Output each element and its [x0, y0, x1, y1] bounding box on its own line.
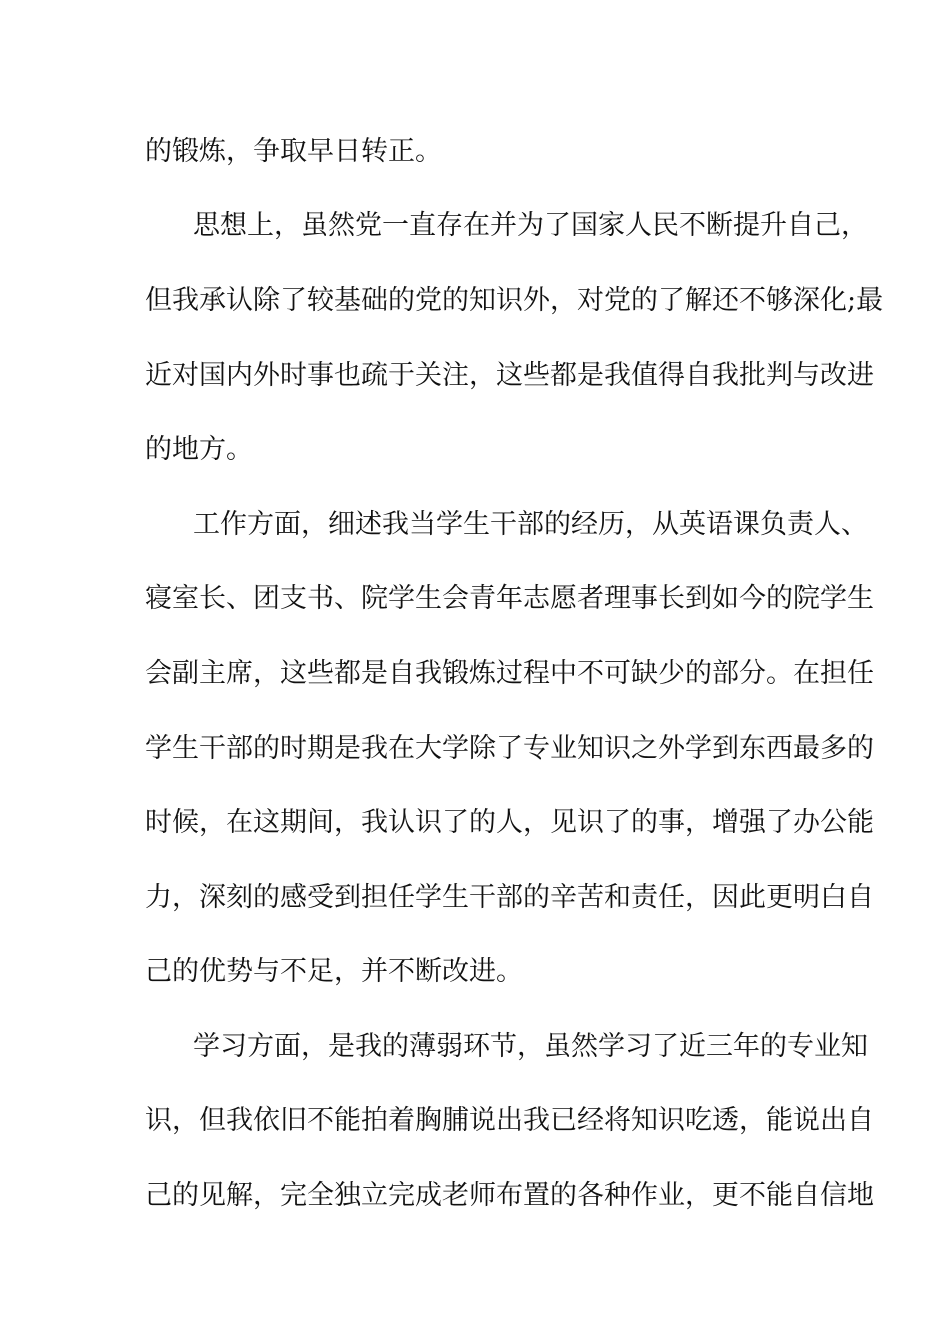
paragraph-first-line: 工作方面，细述我当学生干部的经历，从英语课负责人、 — [193, 509, 868, 540]
text-line: 的地方。 — [145, 434, 253, 465]
text-line: 力，深刻的感受到担任学生干部的辛苦和责任，因此更明白自 — [145, 882, 874, 913]
paragraph-first-line: 思想上，虽然党一直存在并为了国家人民不断提升自己， — [193, 210, 868, 241]
text-line: 己的见解，完全独立完成老师布置的各种作业，更不能自信地 — [145, 1180, 874, 1211]
text-line: 近对国内外时事也疏于关注，这些都是我值得自我批判与改进 — [145, 360, 874, 391]
text-line: 会副主席，这些都是自我锻炼过程中不可缺少的部分。在担任 — [145, 658, 874, 689]
text-line: 寝室长、团支书、院学生会青年志愿者理事长到如今的院学生 — [145, 583, 874, 614]
text-line: 但我承认除了较基础的党的知识外，对党的了解还不够深化;最 — [145, 285, 884, 316]
text-line: 时候，在这期间，我认识了的人，见识了的事，增强了办公能 — [145, 807, 874, 838]
text-line: 学生干部的时期是我在大学除了专业知识之外学到东西最多的 — [145, 733, 874, 764]
text-line: 识，但我依旧不能拍着胸脯说出我已经将知识吃透，能说出自 — [145, 1105, 874, 1136]
text-line: 己的优势与不足，并不断改进。 — [145, 956, 523, 987]
text-line: 的锻炼，争取早日转正。 — [145, 136, 442, 167]
paragraph-first-line: 学习方面，是我的薄弱环节，虽然学习了近三年的专业知 — [193, 1031, 868, 1062]
